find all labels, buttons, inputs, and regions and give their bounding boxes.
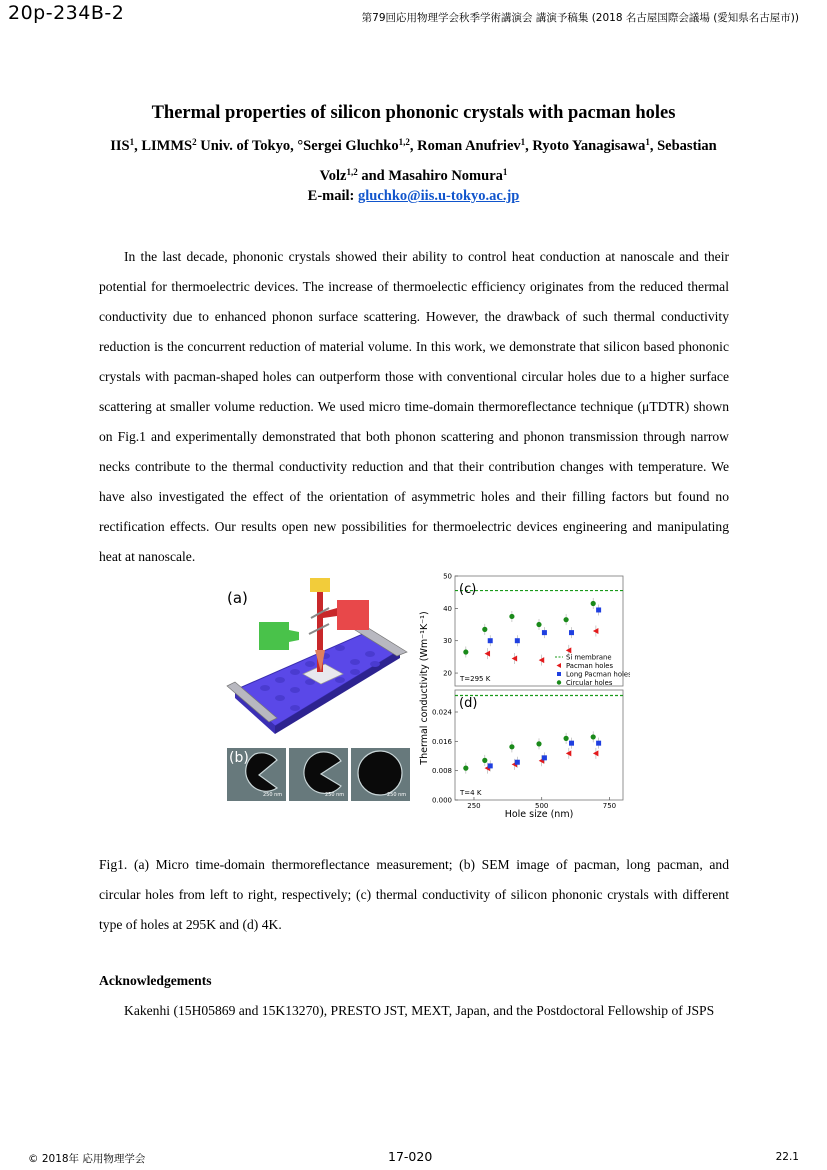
data-point-circular <box>591 734 596 739</box>
data-point-circular <box>591 601 596 606</box>
author-2: Roman Anufriev <box>417 138 521 154</box>
legend-swatch-pacman <box>557 663 562 668</box>
conference-header: 第79回応用物理学会秋季学術講演会 講演予稿集 (2018 名古屋国際会議場 (愛知県名古屋市)) <box>361 12 799 24</box>
y-tick-label: 50 <box>443 572 452 581</box>
temperature-annotation: T=295 K <box>460 675 491 683</box>
author-5: Masahiro Nomura <box>388 168 503 184</box>
yellow-laser-box <box>310 578 330 592</box>
y-tick-label: 0.024 <box>431 708 452 717</box>
footer-copyright: © 2018年 応用物理学会 <box>28 1153 146 1165</box>
x-tick-label: 750 <box>602 802 617 810</box>
presenter-mark: ° <box>297 138 304 154</box>
paper-id: 20p-234B-2 <box>8 2 125 24</box>
author-list: IIS$^1$, LIMMS$^2$ Univ. of Tokyo, °Sergei Gluchko$^{1,2}$, Roman Anufriev$^1$, Ryoto Yanagisawa$^1$, Sebastian Volz$^{1,2}$ and Masahiro Nomura$^1$ <box>110 137 717 184</box>
figure-1-svg <box>225 568 630 820</box>
data-point-circular <box>563 736 568 741</box>
y-axis-label: Thermal conductivity (Wm⁻¹K⁻¹) <box>419 611 430 765</box>
data-point-circular <box>463 649 468 654</box>
data-point-long-pacman <box>596 741 601 746</box>
data-point-long-pacman <box>542 630 547 635</box>
institution: Univ. of Tokyo, <box>196 138 298 154</box>
email-link[interactable]: gluchko@iis.u-tokyo.ac.jp <box>358 188 520 204</box>
affiliation-2-sup: 2 <box>192 137 197 147</box>
chart-d <box>432 690 623 810</box>
data-point-circular <box>482 758 487 763</box>
data-point-long-pacman <box>542 755 547 760</box>
data-point-long-pacman <box>569 741 574 746</box>
data-point-circular <box>536 622 541 627</box>
x-tick-label: 500 <box>535 802 549 810</box>
data-point-circular <box>463 766 468 771</box>
data-point-circular <box>509 614 514 619</box>
y-tick-label: 0.000 <box>431 796 452 805</box>
green-beam <box>289 630 299 642</box>
y-tick-label: 0.008 <box>431 767 452 776</box>
legend-swatch-circular <box>557 680 561 684</box>
email-label: E-mail: <box>307 188 358 204</box>
circular-hole <box>358 751 402 795</box>
acknowledgements-text: Kakenhi (15H05869 and 15K13270), PRESTO JST, MEXT, Japan, and the Postdoctoral Fellowship of JSPS <box>124 1003 715 1018</box>
scale-label-2: 250 nm <box>325 792 345 798</box>
sem-images <box>227 748 410 801</box>
x-tick-label: 250 <box>467 802 481 810</box>
x-axis-label: Hole size (nm) <box>504 809 574 820</box>
author-3: Ryoto Yanagisawa <box>532 138 646 154</box>
affiliation-1-sup: 1 <box>129 137 135 147</box>
figure-caption: Fig1. (a) Micro time-domain thermoreflectance measurement; (b) SEM image of pacman, long pacman, and circular holes from left to right, respectively; (c) thermal conductivity of silicon phononic crystals with different type of holes at 295K and (d) 4K. <box>99 857 729 932</box>
data-point-long-pacman <box>515 638 520 643</box>
data-point-long-pacman <box>488 763 493 768</box>
y-tick-label: 20 <box>443 669 452 678</box>
legend-label-si-membrane: Si membrane <box>566 653 612 662</box>
y-tick-label: 30 <box>443 637 452 646</box>
panel-a-label: (a) <box>227 589 248 607</box>
footer-page: 22.1 <box>775 1151 799 1163</box>
scale-label-1: 250 nm <box>263 792 283 798</box>
footer-number: 17-020 <box>388 1149 433 1164</box>
legend-label: Pacman holes <box>566 662 614 670</box>
tdtr-schematic <box>227 578 407 734</box>
data-point-circular <box>509 744 514 749</box>
abstract-text: In the last decade, phononic crystals showed their ability to control heat conduction at nanoscale and their potential for thermoelectric devices. The increase of thermoelectic efficiency originates from the reduced thermal conductivity due to enhanced phonon surface scattering. However, the drawback of such thermal conductivity reduction is the concurrent reduction of material volume. In this work, we demonstrate that silicon based phononic crystals with pacman-shaped holes can outperform those with conventional circular holes due to a higher surface scattering at smaller volume reduction. We used micro time-domain thermoreflectance technique (μTDTR) shown on Fig.1 and experimentally demonstrated that both phonon scattering and phonon transmission through narrow necks contribute to the thermal conductivity reduction and that their contribution changes with temperature. We have also investigated the effect of the orientation of asymmetric holes and their filling factors but found no rectification effects. Our results open new possibilities for thermoelectric devices engineering and manipulating heat at nanoscale. <box>99 249 729 564</box>
author-4: Sebastian Volz <box>319 138 717 184</box>
panel-label: (d) <box>459 696 478 711</box>
legend-label: Long Pacman holes <box>566 670 630 679</box>
panel-label: (c) <box>459 582 477 597</box>
y-tick-label: 40 <box>443 604 452 613</box>
affiliation-1: IIS <box>110 138 130 154</box>
panel-b-label: (b) <box>229 750 249 766</box>
data-point-circular <box>563 617 568 622</box>
acknowledgements-heading: Acknowledgements <box>99 973 212 988</box>
red-laser-box <box>337 600 369 630</box>
green-laser-box <box>259 622 289 650</box>
data-point-long-pacman <box>515 760 520 765</box>
email-line <box>0 188 827 205</box>
data-point-long-pacman <box>596 607 601 612</box>
scale-label-3: 250 nm <box>387 792 407 798</box>
chart-c <box>443 573 630 688</box>
y-tick-label: 0.016 <box>431 737 452 746</box>
figure-1 <box>225 568 630 820</box>
author-1: Sergei Gluchko <box>303 138 399 154</box>
affiliation-2: LIMMS <box>141 138 193 154</box>
temperature-annotation: T=4 K <box>460 789 482 797</box>
paper-title: Thermal properties of silicon phononic crystals with pacman holes <box>151 103 676 123</box>
data-point-long-pacman <box>569 630 574 635</box>
data-point-circular <box>482 627 487 632</box>
legend-label: Circular holes <box>566 679 613 687</box>
data-point-circular <box>536 741 541 746</box>
data-point-long-pacman <box>488 638 493 643</box>
legend-swatch-long-pacman <box>557 672 561 676</box>
